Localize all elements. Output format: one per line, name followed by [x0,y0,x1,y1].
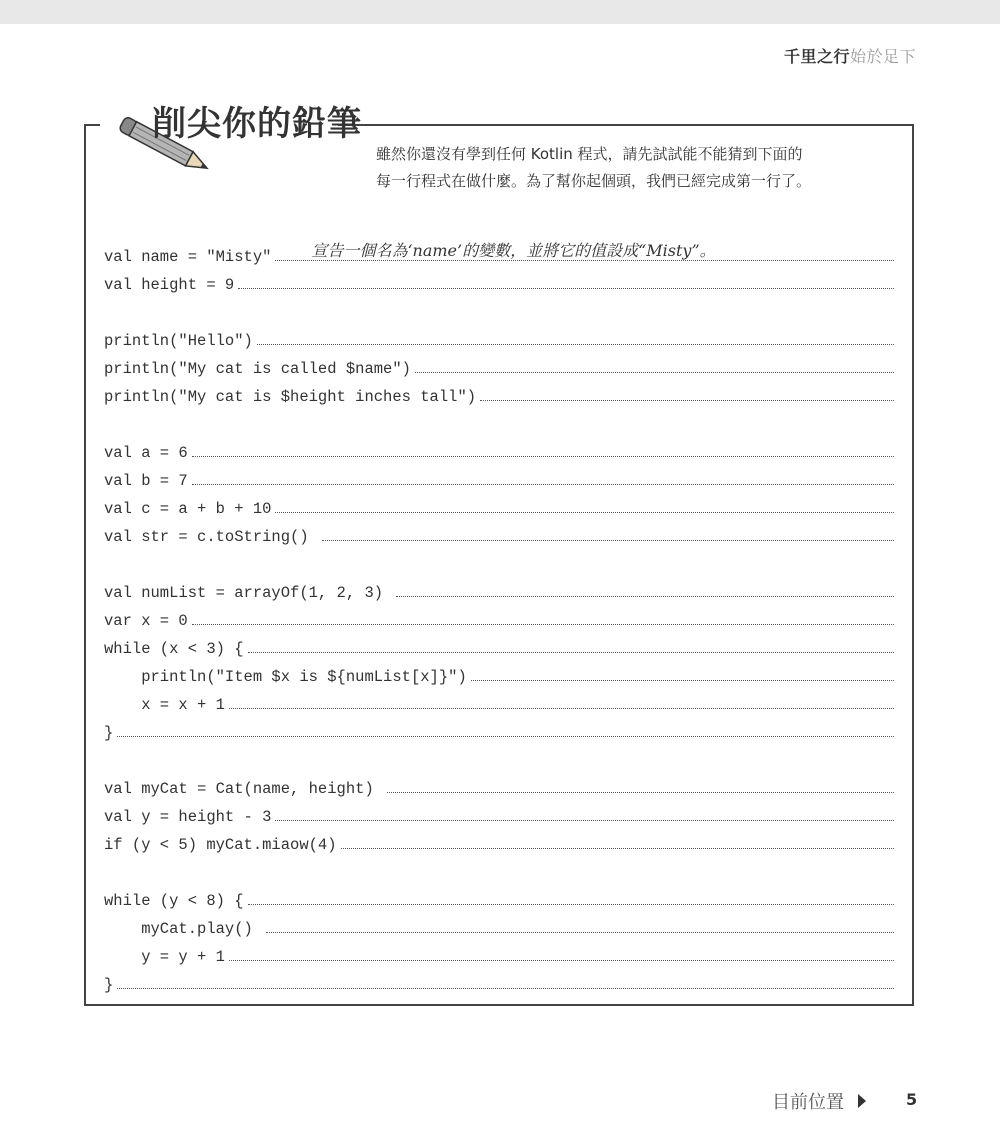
code-row [104,462,894,490]
code-text: val myCat = Cat(name, height) [104,780,384,798]
handwritten-answer: 宣告一個名為‘name’的變數，並將它的值設成“Misty”。 [311,241,716,260]
code-text: val height = 9 [104,276,235,294]
answer-line[interactable] [415,354,894,373]
code-row [104,266,894,294]
code-row [104,658,894,686]
intro-line-1: 雖然你還沒有學到任何 Kotlin 程式，請先試試能不能猜到下面的 [376,145,803,163]
code-text: while (x < 3) { [104,640,244,658]
answer-line[interactable] [257,326,894,345]
code-row [104,770,894,798]
answer-line[interactable] [480,382,894,401]
exercise-intro [376,141,876,195]
header-title-bold: 千里之行 [783,47,850,66]
code-row [104,322,894,350]
blank-row [104,406,894,434]
blank-row [104,854,894,882]
blank-row [104,742,894,770]
header-title-light: 始於足下 [849,47,916,66]
code-row [104,490,894,518]
code-text: val c = a + b + 10 [104,500,272,518]
code-row [104,238,894,266]
code-text: val y = height - 3 [104,808,272,826]
code-row [104,574,894,602]
code-row [104,910,894,938]
code-row [104,938,894,966]
code-row [104,602,894,630]
footer-nav [772,1088,866,1114]
code-row [104,378,894,406]
code-text: if (y < 5) myCat.miaow(4) [104,836,337,854]
blank-row [104,294,894,322]
code-text: val str = c.toString() [104,528,318,546]
code-text: myCat.play() [104,920,263,938]
intro-line-2: 每一行程式在做什麼。為了幫你起個頭，我們已經完成第一行了。 [376,172,812,190]
page-number: 5 [906,1090,918,1109]
answer-line[interactable] [117,970,894,989]
code-row [104,686,894,714]
answer-line[interactable] [248,634,894,653]
code-row [104,966,894,994]
answer-line[interactable] [471,662,894,681]
code-row [104,714,894,742]
answer-line[interactable] [192,466,894,485]
code-text: println("My cat is $height inches tall") [104,388,477,406]
code-text: val name = "Misty" [104,248,272,266]
answer-line[interactable] [229,690,894,709]
footer-nav-label: 目前位置 [772,1092,844,1113]
code-row [104,882,894,910]
code-text: } [104,976,114,994]
answer-line[interactable] [229,942,894,961]
answer-line[interactable] [396,578,894,597]
code-text: while (y < 8) { [104,892,244,910]
answer-line[interactable] [341,830,894,849]
answer-line[interactable] [275,494,894,513]
top-bar [0,0,1000,24]
code-text: println("Hello") [104,332,253,350]
code-text: } [104,724,114,742]
code-row [104,798,894,826]
code-text: val a = 6 [104,444,188,462]
code-text: var x = 0 [104,612,188,630]
code-row [104,350,894,378]
code-row [104,826,894,854]
answer-line[interactable] [275,242,894,261]
code-text: println("My cat is called $name") [104,360,411,378]
code-text: val b = 7 [104,472,188,490]
code-row [104,630,894,658]
answer-line[interactable] [192,606,894,625]
right-arrow-icon [858,1094,866,1108]
answer-line[interactable] [275,802,894,821]
answer-line[interactable] [387,774,894,793]
code-row [104,518,894,546]
running-header [784,44,916,67]
code-row [104,434,894,462]
code-lines [104,238,894,994]
exercise-title: 削尖你的鉛筆 [152,104,362,144]
answer-line[interactable] [266,914,894,933]
code-text: println("Item $x is ${numList[x]}") [104,668,467,686]
answer-line[interactable] [248,886,894,905]
code-text: x = x + 1 [104,696,225,714]
code-text: y = y + 1 [104,948,225,966]
blank-row [104,546,894,574]
answer-line[interactable] [322,522,894,541]
answer-line[interactable] [238,270,894,289]
answer-line[interactable] [117,718,894,737]
answer-line[interactable] [192,438,894,457]
code-text: val numList = arrayOf(1, 2, 3) [104,584,393,602]
